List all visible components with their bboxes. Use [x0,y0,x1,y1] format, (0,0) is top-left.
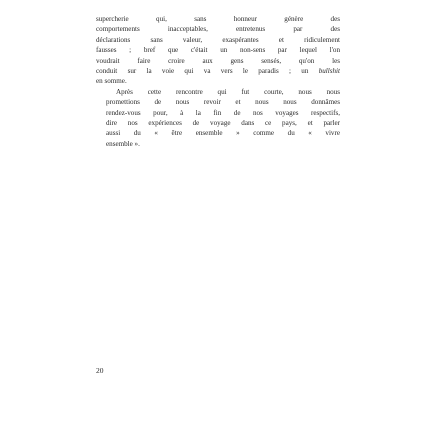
paragraph-1 [96,14,340,87]
text-line: comportements inacceptables, entretenus par des [96,25,340,34]
body-text [96,14,340,149]
text-line: voudrait faire croire aux gens sensés, qu'on les [96,56,340,65]
text-line: promettions de nous revoir et nous nous donnâmes [106,98,340,107]
text-line: supercherie qui, sans honneur génère des [96,15,340,23]
text-fragment: conduit sur la voie qui va vers le paradis ; un [96,67,319,76]
text-line: en somme. [96,77,127,86]
text-line: ensemble ». [106,139,140,148]
text-line: rendez-vous pour, à la fin de nos voyages respectifs, [106,108,340,117]
italic-word: bullshit [318,67,340,76]
text-line: Après cette rencontre qui fut courte, nous nous [116,87,340,96]
paragraph-2 [96,87,340,149]
text-line: fausses ; bref que c'était un non-sens par lequel l'on [96,46,340,55]
page-number: 20 [96,366,104,375]
text-line: déclarations sans valeur, exaspérantes et ridiculement [96,35,340,44]
text-line [96,66,340,76]
text-line: aussi du « être ensemble » comme du « vivre [106,129,340,138]
text-line: dire nos expériences de voyage dans ce pays, et parler [106,119,340,128]
